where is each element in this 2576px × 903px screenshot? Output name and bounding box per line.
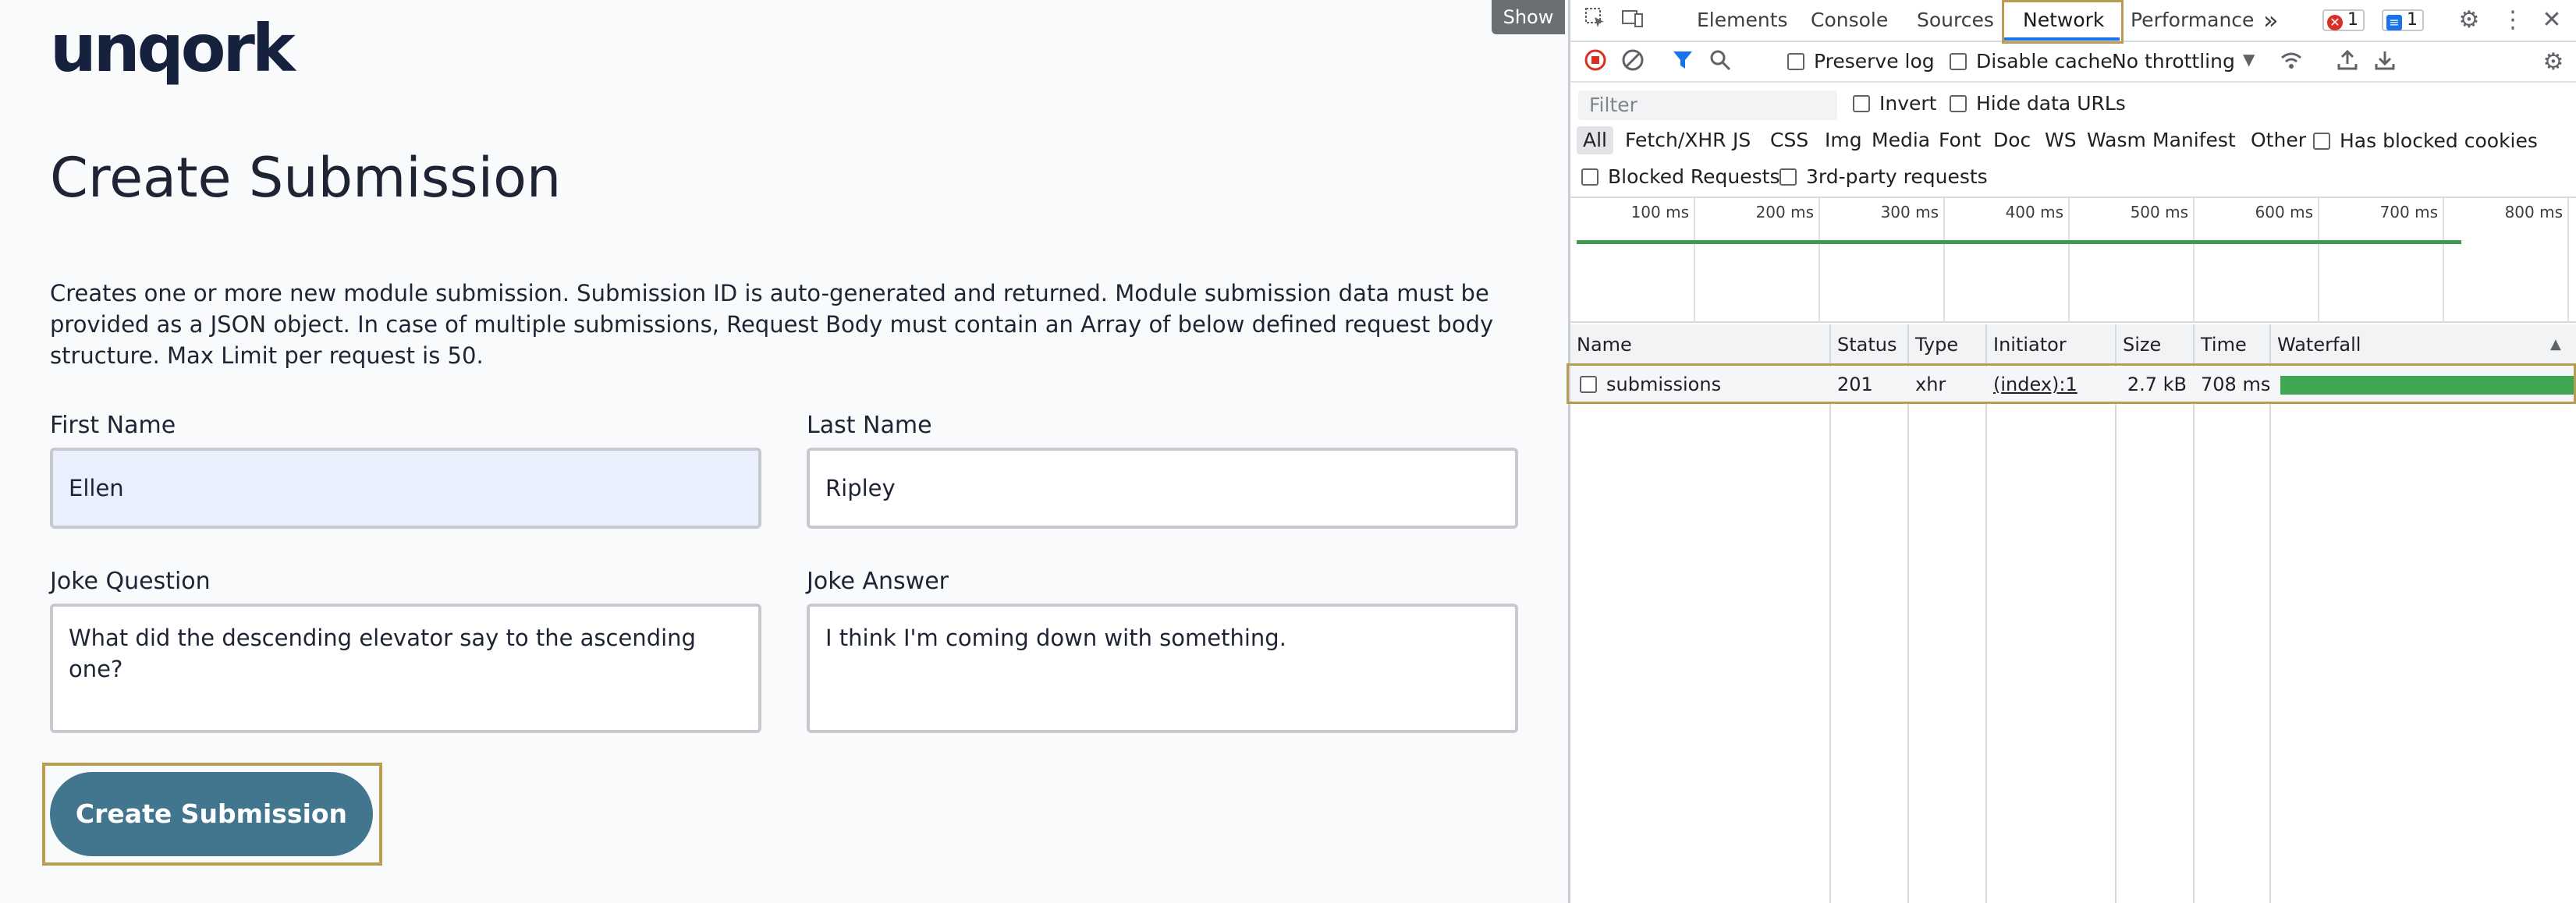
device-toolbar-icon[interactable] xyxy=(1619,6,1647,34)
type-wasm[interactable]: Wasm xyxy=(2087,129,2146,151)
create-submission-button[interactable]: Create Submission xyxy=(50,772,373,856)
throttling-select[interactable]: No throttling xyxy=(2112,50,2235,73)
type-media[interactable]: Media xyxy=(1872,129,1931,151)
request-grid-header xyxy=(1570,324,2576,365)
first-name-label: First Name xyxy=(50,412,176,439)
resource-type-filters xyxy=(1570,123,2576,158)
type-ws[interactable]: WS xyxy=(2045,129,2077,151)
network-tab-highlight xyxy=(2002,0,2124,44)
first-name-input[interactable]: Ellen xyxy=(50,448,761,529)
blocked-requests-checkbox[interactable] xyxy=(1581,168,1598,186)
last-name-label: Last Name xyxy=(807,412,932,439)
tab-elements[interactable]: Elements xyxy=(1697,9,1788,31)
timeline-overview[interactable] xyxy=(1570,198,2576,323)
column-type[interactable]: Type xyxy=(1915,334,1959,356)
type-other[interactable]: Other xyxy=(2251,129,2306,151)
tick-line xyxy=(1943,198,1945,323)
tab-sources[interactable]: Sources xyxy=(1917,9,1994,31)
message-count: 1 xyxy=(2407,10,2418,30)
tick-label: 300 ms xyxy=(1880,203,1939,221)
tick-label: 200 ms xyxy=(1755,203,1814,221)
filter-row xyxy=(1570,84,2576,125)
request-initiator-link[interactable]: (index):1 xyxy=(1993,374,2077,395)
tick-line xyxy=(2068,198,2070,323)
show-button[interactable]: Show xyxy=(1492,0,1565,34)
request-time: 708 ms xyxy=(2201,374,2271,395)
tab-network[interactable]: Network xyxy=(2023,9,2105,31)
tick-line xyxy=(1694,198,1695,323)
error-badge[interactable] xyxy=(2322,9,2365,31)
request-row-highlight xyxy=(1567,363,2576,404)
column-divider xyxy=(2193,324,2195,903)
hide-data-urls-label: Hide data URLs xyxy=(1976,92,2126,115)
page-title: Create Submission xyxy=(50,146,562,210)
filter-funnel-icon[interactable] xyxy=(1669,48,1697,76)
column-waterfall[interactable]: Waterfall xyxy=(2277,334,2361,356)
network-conditions-icon[interactable] xyxy=(2277,48,2305,76)
error-count: 1 xyxy=(2347,10,2358,30)
filter-input[interactable]: Filter xyxy=(1578,90,1837,120)
network-toolbar xyxy=(1570,44,2576,83)
has-blocked-cookies-checkbox[interactable] xyxy=(2313,133,2330,150)
column-divider xyxy=(1985,324,1987,903)
last-name-input[interactable]: Ripley xyxy=(807,448,1518,529)
message-badge[interactable] xyxy=(2382,9,2424,31)
tick-line xyxy=(1818,198,1820,323)
column-divider xyxy=(1829,324,1831,903)
column-name[interactable]: Name xyxy=(1577,334,1632,356)
type-font[interactable]: Font xyxy=(1939,129,1982,151)
joke-question-textarea[interactable]: What did the descending elevator say to the ascending one? xyxy=(50,604,761,733)
page-description: Creates one or more new module submission. Submission ID is auto-generated and returned. Module submission data must be provided as a JSON object. In case of multiple submissions, Request Body must contain an Array of below defined request body structure. Max Limit per request is 50. xyxy=(50,280,1494,369)
tick-line xyxy=(2567,198,2569,323)
record-stop-icon[interactable] xyxy=(1581,48,1609,76)
tick-label: 700 ms xyxy=(2379,203,2438,221)
search-icon[interactable] xyxy=(1706,48,1734,76)
disable-cache-label: Disable cache xyxy=(1976,50,2113,73)
chevron-down-icon[interactable]: ▼ xyxy=(2243,50,2255,69)
request-type: xhr xyxy=(1915,374,1946,395)
network-settings-gear-icon[interactable]: ⚙ xyxy=(2542,48,2564,76)
type-manifest[interactable]: Manifest xyxy=(2152,129,2236,151)
type-js[interactable]: JS xyxy=(1733,129,1751,151)
blocked-requests-label: Blocked Requests xyxy=(1608,165,1780,188)
tab-performance[interactable]: Performance xyxy=(2131,9,2255,31)
joke-question-label: Joke Question xyxy=(50,568,211,595)
request-status: 201 xyxy=(1837,374,1873,395)
devtools-panel xyxy=(1568,0,2576,903)
error-icon: ✕ xyxy=(2327,15,2343,30)
tick-label: 100 ms xyxy=(1630,203,1689,221)
column-time[interactable]: Time xyxy=(2201,334,2247,356)
column-initiator[interactable]: Initiator xyxy=(1993,334,2067,356)
third-party-checkbox[interactable] xyxy=(1779,168,1797,186)
inspect-element-icon[interactable] xyxy=(1581,6,1609,34)
type-doc[interactable]: Doc xyxy=(1993,129,2031,151)
joke-answer-textarea[interactable]: I think I'm coming down with something. xyxy=(807,604,1518,733)
clear-icon[interactable] xyxy=(1619,48,1647,76)
has-blocked-cookies-label: Has blocked cookies xyxy=(2340,129,2538,152)
overview-request-bar xyxy=(1577,240,2461,244)
tick-label: 500 ms xyxy=(2130,203,2188,221)
tab-console[interactable]: Console xyxy=(1811,9,1889,31)
close-icon[interactable]: ✕ xyxy=(2542,6,2562,34)
type-fetch-xhr[interactable]: Fetch/XHR xyxy=(1625,129,1726,151)
invert-label: Invert xyxy=(1879,92,1937,115)
type-css[interactable]: CSS xyxy=(1770,129,1809,151)
preserve-log-checkbox[interactable] xyxy=(1787,53,1804,70)
disable-cache-checkbox[interactable] xyxy=(1950,53,1967,70)
column-divider xyxy=(2269,324,2271,903)
unqork-logo: unqork xyxy=(50,10,293,87)
export-har-icon[interactable] xyxy=(2371,48,2399,76)
type-img[interactable]: Img xyxy=(1825,129,1862,151)
preserve-log-label: Preserve log xyxy=(1814,50,1935,73)
column-status[interactable]: Status xyxy=(1837,334,1897,356)
tick-line xyxy=(2318,198,2319,323)
joke-answer-label: Joke Answer xyxy=(807,568,949,595)
hide-data-urls-checkbox[interactable] xyxy=(1950,95,1967,112)
column-divider xyxy=(1907,324,1909,903)
tick-line xyxy=(2443,198,2444,323)
type-all[interactable]: All xyxy=(1577,126,1613,154)
kebab-menu-icon[interactable]: ⋮ xyxy=(2501,6,2525,34)
tick-label: 800 ms xyxy=(2504,203,2563,221)
column-size[interactable]: Size xyxy=(2123,334,2162,356)
import-har-icon[interactable] xyxy=(2333,48,2361,76)
blocked-requests-row xyxy=(1570,159,2576,198)
message-icon: ≡ xyxy=(2386,15,2402,30)
tick-label: 400 ms xyxy=(2005,203,2063,221)
request-size: 2.7 kB xyxy=(2127,374,2187,395)
more-tabs-icon[interactable]: » xyxy=(2263,5,2279,35)
settings-gear-icon[interactable]: ⚙ xyxy=(2458,6,2480,34)
tick-line xyxy=(2193,198,2195,323)
invert-checkbox[interactable] xyxy=(1853,95,1870,112)
column-divider xyxy=(2115,324,2117,903)
sort-ascending-icon[interactable]: ▲ xyxy=(2550,336,2561,352)
third-party-label: 3rd-party requests xyxy=(1806,165,1988,188)
tick-label: 600 ms xyxy=(2255,203,2313,221)
request-name[interactable]: submissions xyxy=(1606,374,1722,395)
